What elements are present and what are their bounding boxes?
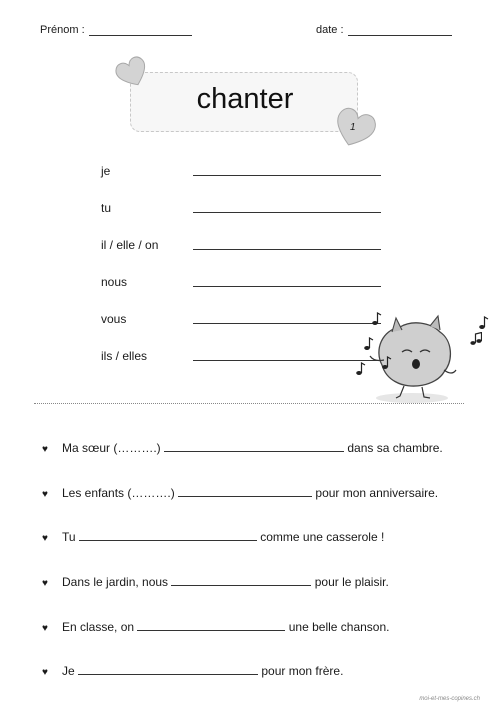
sentence-5	[42, 620, 389, 634]
sentence-4-before: Dans le jardin, nous	[62, 575, 169, 589]
sentence-2-blank[interactable]	[178, 486, 312, 497]
sentence-5-after: une belle chanson.	[288, 620, 390, 634]
heart-bullet-icon: ♥	[42, 489, 48, 500]
sentence-6	[42, 664, 343, 678]
sentence-3-before: Tu	[62, 530, 76, 544]
pronoun-il-elle-on: il / elle / on	[101, 238, 159, 252]
sentence-5-blank[interactable]	[137, 620, 285, 631]
sentence-2-before: Les enfants (……….)	[62, 486, 175, 500]
sentence-4-after: pour le plaisir.	[314, 575, 389, 589]
sentence-1-before: Ma sœur (……….)	[62, 441, 161, 455]
sentence-3	[42, 530, 384, 544]
sentence-4-blank[interactable]	[171, 575, 311, 586]
sentence-3-after: comme une casserole !	[260, 530, 385, 544]
heart-bullet-icon: ♥	[42, 667, 48, 678]
pronoun-tu: tu	[101, 201, 112, 215]
footer-credit: moi-et-mes-copines.ch	[419, 696, 480, 702]
answer-line-je[interactable]	[193, 175, 381, 176]
music-note-icon	[470, 332, 482, 346]
pronoun-nous: nous	[101, 275, 128, 289]
sentence-6-blank[interactable]	[78, 664, 258, 675]
answer-line-nous[interactable]	[193, 286, 381, 287]
sentence-6-after: pour mon frère.	[261, 664, 344, 678]
dotted-separator	[34, 403, 464, 404]
music-note-icon	[382, 356, 392, 370]
verb-title: chanter	[196, 83, 294, 115]
answer-line-tu[interactable]	[193, 212, 381, 213]
heart-icon	[113, 55, 151, 89]
heart-bullet-icon: ♥	[42, 533, 48, 544]
sentence-5-before: En classe, on	[62, 620, 135, 634]
date-input-line[interactable]	[348, 35, 452, 36]
pronoun-je: je	[101, 164, 111, 178]
prenom-input-line[interactable]	[89, 35, 192, 36]
music-note-icon	[364, 337, 374, 351]
sentence-1-blank[interactable]	[164, 441, 344, 452]
sentence-6-before: Je	[62, 664, 75, 678]
heart-bullet-icon: ♥	[42, 444, 48, 455]
prenom-label: Prénom :	[40, 24, 85, 36]
pronoun-vous: vous	[101, 312, 127, 326]
music-note-icon	[479, 316, 489, 330]
sentence-2	[42, 486, 438, 500]
sentence-2-after: pour mon anniversaire.	[315, 486, 439, 500]
music-note-icon	[356, 362, 368, 376]
music-note-icon	[372, 312, 382, 326]
pronoun-ils-elles: ils / elles	[101, 349, 148, 363]
title-box	[130, 72, 358, 132]
sentence-4	[42, 575, 389, 589]
sentence-1	[42, 441, 443, 455]
date-label: date :	[316, 24, 344, 36]
sentence-3-blank[interactable]	[79, 530, 257, 541]
heart-bullet-icon: ♥	[42, 578, 48, 589]
answer-line-il-elle-on[interactable]	[193, 249, 381, 250]
heart-bullet-icon: ♥	[42, 623, 48, 634]
sentence-1-after: dans sa chambre.	[347, 441, 443, 455]
page-number: 1	[350, 122, 356, 133]
